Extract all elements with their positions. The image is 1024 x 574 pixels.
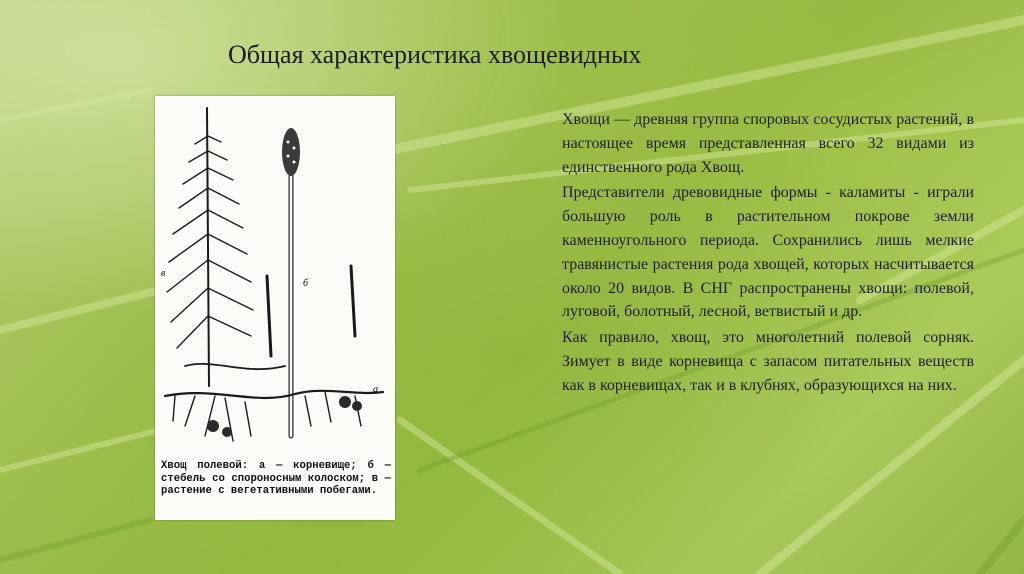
label-a: а — [373, 384, 378, 395]
paragraph-1: Хвощи — древняя группа споровых сосудистых растений, в настоящее время представленная всего 32 видами из единственного рода Хвощ. — [562, 111, 974, 176]
figure-card — [155, 96, 395, 520]
label-v: в — [161, 268, 166, 279]
figure-caption: Хвощ полевой: а — корневище; б — стебель со спороносным колоском; в — растение с вегетативными побегами. — [161, 460, 391, 497]
horsetail-illustration — [155, 96, 395, 456]
slide-title: Общая характеристика хвощевидных — [228, 40, 642, 69]
label-b: б — [303, 278, 309, 289]
paragraph-2: Представители древовидные формы - каламиты - играли большую роль в растительном покрове земли каменноугольного периода. Сохранились лишь мелкие травянистые растения рода хвощей, которых насчитывается около 20 видов. В СНГ распространены хвощи: полевой, луговой, болотный, лесной, ветвистый и др. — [562, 184, 974, 321]
body-text — [562, 108, 974, 400]
paragraph-3: Как правило, хвощ, это многолетний полевой сорняк. Зимует в виде корневища с запасом питательных веществ как в корневищах, так и в клубнях, образующихся на них. — [562, 329, 974, 394]
